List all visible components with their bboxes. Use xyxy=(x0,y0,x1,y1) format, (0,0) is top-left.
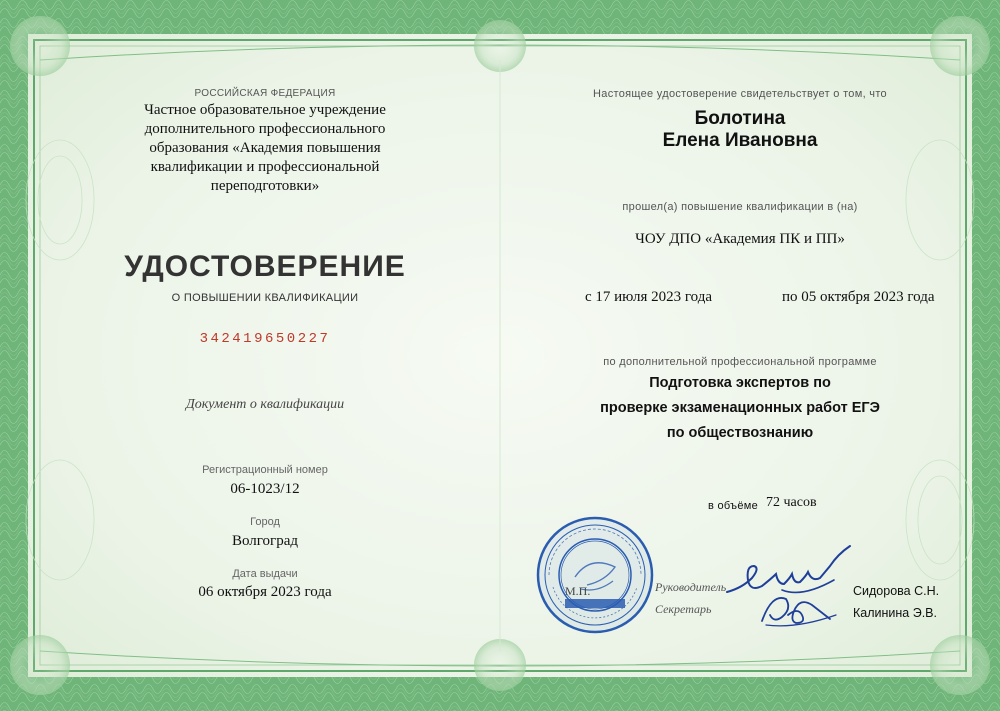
registration-number-value: 06-1023/12 xyxy=(230,481,300,497)
issue-date-value: 06 октября 2023 года xyxy=(198,584,332,600)
organization-name: ЧОУ ДПО «Академия ПК и ПП» xyxy=(635,231,845,247)
registration-number-label: Регистрационный номер xyxy=(202,464,328,476)
head-name: Сидорова С.Н. xyxy=(853,584,940,598)
institution-name: Частное образовательное учреждение дополнительного профессионального образования «Академия повышения квалификации и профессиональной переподготовки» xyxy=(144,102,386,194)
city-value: Волгоград xyxy=(231,533,298,549)
volume-label: в объёме xyxy=(708,500,759,512)
recipient-surname: Болотина xyxy=(694,108,786,129)
secretary-role-label: Секретарь xyxy=(655,602,712,616)
secretary-name: Калинина Э.В. xyxy=(853,606,937,620)
left-panel xyxy=(40,0,490,711)
seal-stamp xyxy=(535,515,655,635)
volume-value: 72 часов xyxy=(766,495,817,510)
document-type: Документ о квалификации xyxy=(185,397,345,412)
city-label: Город xyxy=(250,516,280,528)
intro-text: Настоящее удостоверение свидетельствует о том, что xyxy=(593,88,887,100)
country-label: РОССИЙСКАЯ ФЕДЕРАЦИЯ xyxy=(194,88,336,99)
serial-number: 342419650227 xyxy=(199,331,331,347)
program-line-2: проверке экзаменационных работ ЕГЭ xyxy=(600,400,880,416)
secretary-signature xyxy=(752,585,842,630)
period-to: по 05 октября 2023 года xyxy=(782,289,935,305)
program-line-1: Подготовка экспертов по xyxy=(649,375,831,391)
stamp-place-label: М.П. xyxy=(565,584,591,598)
passed-text: прошел(а) повышение квалификации в (на) xyxy=(622,201,858,213)
recipient-given-names: Елена Ивановна xyxy=(662,130,818,151)
program-label: по дополнительной профессиональной программе xyxy=(603,356,877,368)
period-from: с 17 июля 2023 года xyxy=(585,289,713,305)
program-line-3: по обществознанию xyxy=(666,425,814,441)
head-role-label: Руководитель xyxy=(655,580,727,594)
issue-date-label: Дата выдачи xyxy=(232,568,298,580)
document-title: УДОСТОВЕРЕНИЕ xyxy=(124,250,406,283)
document-subtitle: О ПОВЫШЕНИИ КВАЛИФИКАЦИИ xyxy=(171,292,359,304)
